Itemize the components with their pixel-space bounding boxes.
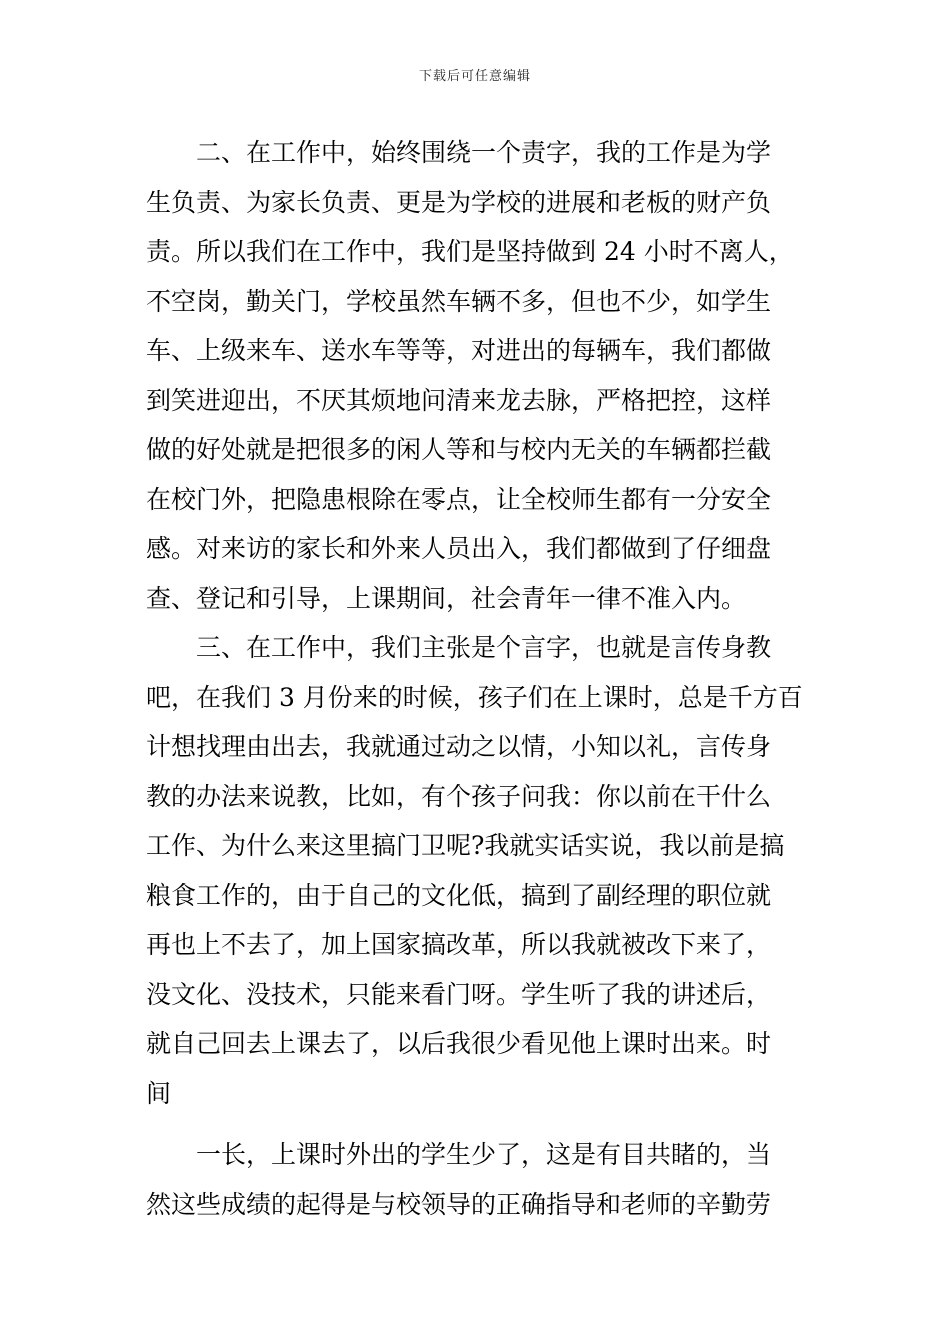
- text-line: 三、在工作中，我们主张是个言字，也就是言传身教: [196, 633, 772, 662]
- text-line: 教的办法来说教，比如，有个孩子问我：你以前在干什么: [146, 781, 772, 811]
- text-line: 生负责、为家长负责、更是为学校的进展和老板的财产负: [146, 187, 772, 217]
- text-line: 二、在工作中，始终围绕一个责字，我的工作是为学: [196, 138, 772, 167]
- text-line: 就自己回去上课去了，以后我很少看见他上课时出来。时: [146, 1029, 772, 1058]
- text-line: 在校门外，把隐患根除在零点，让全校师生都有一分安全: [146, 484, 772, 514]
- text-line: 再也上不去了，加上国家搞改革，所以我就被改下来了，: [146, 930, 772, 959]
- text-line: 计想找理由出去，我就通过动之以情，小知以礼，言传身: [146, 732, 772, 761]
- text-line: 吧，在我们 3 月份来的时候，孩子们在上课时，总是千方百: [146, 682, 803, 712]
- text-line: 粮食工作的，由于自己的文化低，搞到了副经理的职位就: [146, 880, 772, 910]
- text-line: 责。所以我们在工作中，我们是坚持做到 24 小时不离人，: [146, 237, 794, 266]
- text-line: 感。对来访的家长和外来人员出入，我们都做到了仔细盘: [146, 534, 772, 563]
- text-line: 间: [146, 1078, 172, 1108]
- page-header: 下载后可任意编辑: [418, 69, 531, 84]
- text-line: 一长，上课时外出的学生少了，这是有目共睹的，当: [196, 1140, 772, 1169]
- text-line: 查、登记和引导，上课期间，社会青年一律不准入内。: [146, 583, 747, 613]
- paragraph-continuation: [146, 1130, 806, 1229]
- text-line: 做的好处就是把很多的闲人等和与校内无关的车辆都拦截: [146, 435, 772, 464]
- text-line: 车、上级来车、送水车等等，对进出的每辆车，我们都做: [146, 336, 772, 365]
- document-body: [146, 128, 806, 1229]
- text-line: 然这些成绩的起得是与校领导的正确指导和老师的辛勤劳: [146, 1189, 772, 1219]
- paragraph-3: [146, 623, 806, 1118]
- text-line: 没文化、没技术，只能来看门呀。学生听了我的讲述后，: [146, 979, 772, 1009]
- text-line: 不空岗，勤关门，学校虽然车辆不多，但也不少，如学生: [146, 286, 772, 316]
- text-line: 工作、为什么来这里搞门卫呢?我就实话实说，我以前是搞: [146, 831, 785, 860]
- text-line: 到笑进迎出，不厌其烦地问清来龙去脉，严格把控，这样: [146, 385, 772, 415]
- paragraph-2: [146, 128, 806, 623]
